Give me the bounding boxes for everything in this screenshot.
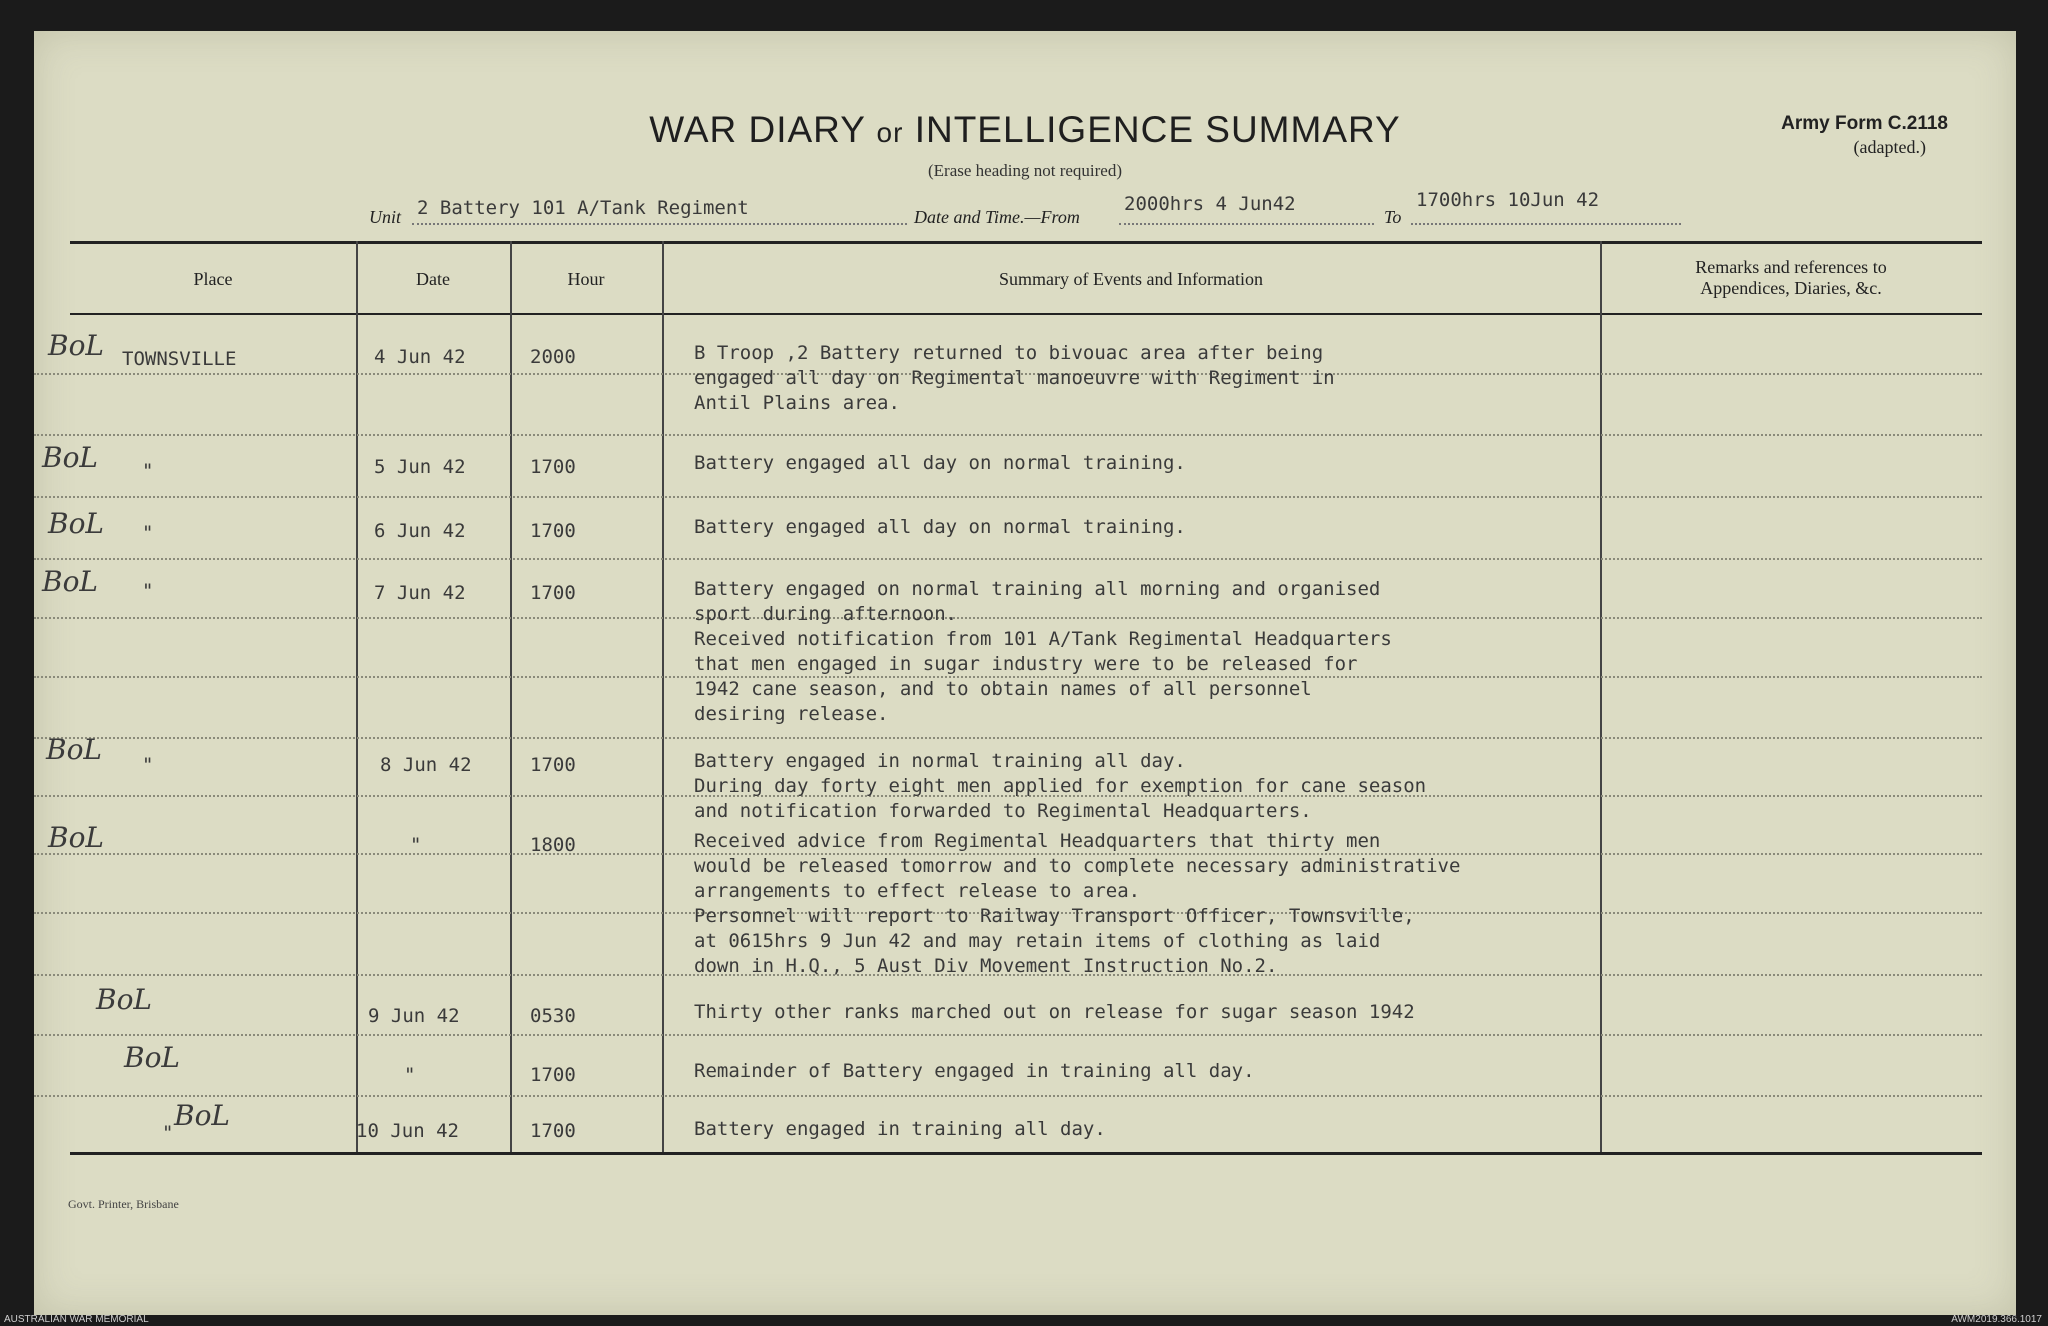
entry-place: " [142,754,154,776]
entry-summary: Remainder of Battery engaged in training all day. [694,1060,1255,1082]
table-bottom-rule [70,1152,1982,1155]
row-rule [34,434,1982,436]
entry-place: " [142,580,154,602]
date-time-label: Date and Time.—From [914,207,1080,227]
from-value: 2000hrs 4 Jun42 [1124,193,1296,215]
col-header-date: Date [416,269,450,289]
entry-date: 8 Jun 42 [380,754,472,776]
col-divider-summary [1600,241,1602,1152]
to-label: To [1384,207,1402,227]
entry-summary: Thirty other ranks marched out on release for sugar season 1942 [694,1001,1415,1023]
row-rule [34,737,1982,739]
entry-date: 10 Jun 42 [356,1120,459,1142]
war-diary-sheet [34,31,2016,1315]
entry-date: 4 Jun 42 [374,346,466,368]
initials-signature: BoL [174,1099,231,1132]
footer-accession: AWM2019.366.1017 [1951,1314,2042,1325]
entry-summary: Received advice from Regimental Headquarters that thirty men would be released tomorrow and to complete necessary administrative arrangements to effect release to area. Personnel will report to Railway Transport Officer, Townsville, at 0615hrs 9 Jun 42 and may retain items of clothing as laid down in H.Q., 5 Aust Div Movement Instruction No.2. [694,830,1461,977]
entry-summary: Battery engaged in training all day. [694,1118,1106,1140]
to-value: 1700hrs 10Jun 42 [1416,189,1600,211]
initials-signature: BoL [96,983,153,1016]
col-header-place: Place [193,269,233,289]
entry-hour: 1700 [530,520,576,542]
initials-signature: BoL [42,441,99,474]
entry-hour: 1700 [530,582,576,604]
entry-summary: B Troop ,2 Battery returned to bivouac area after being engaged all day on Regimental manoeuvre with Regiment in Antil Plains area. [694,342,1335,414]
entry-summary: Battery engaged all day on normal training. [694,516,1186,538]
entry-date: " [410,834,422,856]
form-id: Army Form C.2118 [1781,113,1948,134]
entry-place: " [142,460,154,482]
initials-signature: BoL [48,821,105,854]
entry-date: 6 Jun 42 [374,520,466,542]
entry-hour: 1700 [530,456,576,478]
col-divider-hour [662,241,664,1152]
col-divider-date [510,241,512,1152]
initials-signature: BoL [46,733,103,766]
entry-date: 5 Jun 42 [374,456,466,478]
from-underline [1119,223,1374,225]
form-sub: (adapted.) [1853,137,1926,157]
row-rule [34,1095,1982,1097]
printer-imprint: Govt. Printer, Brisbane [68,1197,179,1211]
entry-hour: 1700 [530,754,576,776]
entry-place: TOWNSVILLE [122,348,237,370]
entry-place: " [162,1122,174,1144]
entry-date: 9 Jun 42 [368,1005,460,1027]
row-rule [34,496,1982,498]
entry-hour: 1800 [530,834,576,856]
entry-date: " [404,1064,416,1086]
entry-hour: 2000 [530,346,576,368]
footer-credit: AUSTRALIAN WAR MEMORIAL [4,1314,149,1325]
page-title: WAR DIARY or INTELLIGENCE SUMMARY [649,109,1401,150]
entry-date: 7 Jun 42 [374,582,466,604]
to-underline [1411,223,1681,225]
entry-hour: 1700 [530,1064,576,1086]
entry-summary: Battery engaged in normal training all day. During day forty eight men applied for exemption for cane season and notification forwarded to Regimental Headquarters. [694,750,1427,822]
entry-hour: 0530 [530,1005,576,1027]
col-header-hour: Hour [567,269,605,289]
unit-underline [412,223,907,225]
entry-hour: 1700 [530,1120,576,1142]
unit-label: Unit [369,207,402,227]
initials-signature: BoL [48,329,105,362]
col-divider-place [356,241,358,1152]
col-header-remarks: Remarks and references to Appendices, Diaries, &c. [1695,257,1887,298]
initials-signature: BoL [42,565,99,598]
entry-place: " [142,522,154,544]
row-rule [34,558,1982,560]
col-header-summary: Summary of Events and Information [999,269,1263,289]
erase-note: (Erase heading not required) [928,161,1122,180]
entry-summary: Battery engaged all day on normal training. [694,452,1186,474]
initials-signature: BoL [124,1041,181,1074]
unit-value: 2 Battery 101 A/Tank Regiment [417,197,749,219]
row-rule [34,1034,1982,1036]
initials-signature: BoL [48,507,105,540]
entry-summary: Battery engaged on normal training all morning and organised sport during afternoon. Received notification from 101 A/Tank Regimental Headquarters that men engaged in sugar industry were to be released for 1942 cane season, and to obtain names of all personnel desiring release. [694,578,1392,725]
